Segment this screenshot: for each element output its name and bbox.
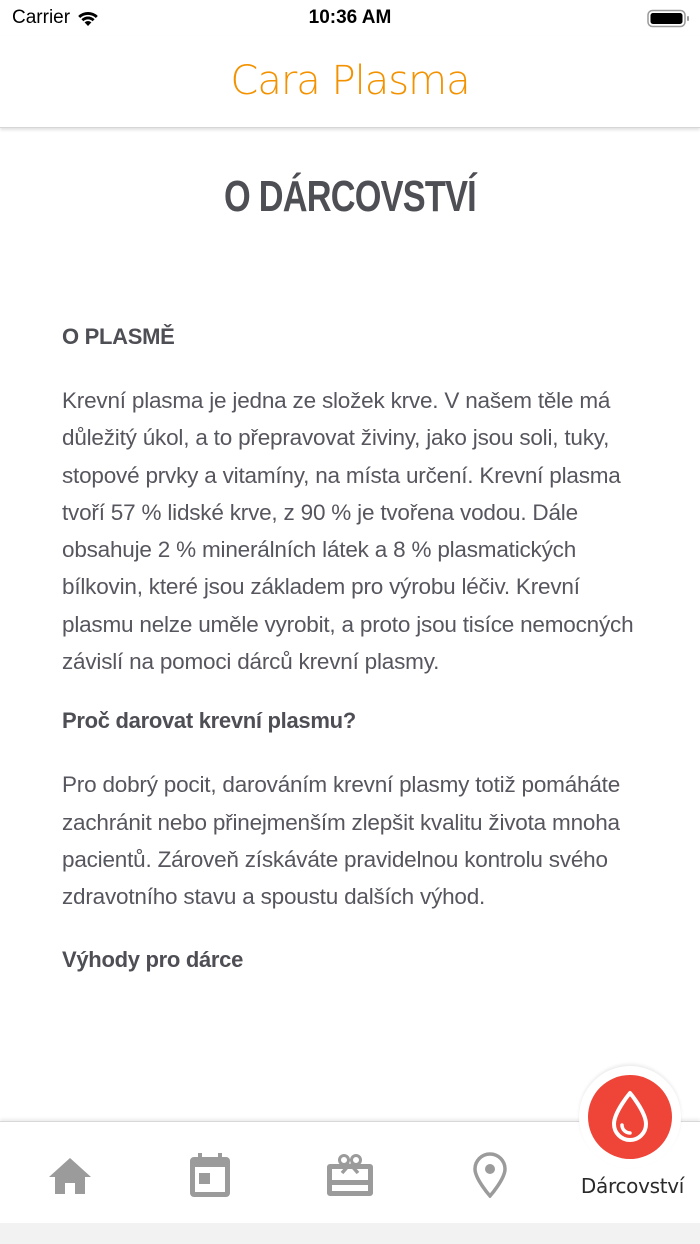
tab-donation-label: Dárcovství xyxy=(580,1174,685,1198)
app-logo-title: Cara Plasma xyxy=(230,57,470,104)
tab-donation[interactable] xyxy=(565,1066,700,1206)
calendar-icon xyxy=(189,1152,231,1198)
section-body-about-plasma: Krevní plasma je jedna ze složek krve. V našem těle má důležitý úkol, a to přepravovat živiny, jako jsou soli, tuky, stopové prvky a vitamíny, na místa určení. Krevní plasma tvoří 57 % lidské krve, z 90 % je tvořena vodou. Dále obsahuje 2 % minerálních látek a 8 % plasmatických bílkovin, které jsou základem pro výrobu léčiv. Krevní plasmu nelze uměle vyrobit, a proto jsou tisíce nemocných závislí na pomoci dárců krevní plasmy. xyxy=(62,388,634,675)
content-scroll-area[interactable] xyxy=(0,130,700,1120)
battery-full-icon xyxy=(647,9,691,28)
tab-location[interactable] xyxy=(465,1150,515,1200)
app-header xyxy=(0,36,700,128)
home-icon xyxy=(47,1155,93,1195)
article xyxy=(62,322,642,975)
section-heading-why-donate: Proč darovat krevní plasmu? xyxy=(62,708,356,734)
tab-gift-card[interactable] xyxy=(325,1150,375,1200)
section-body-why-donate: Pro dobrý pocit, darováním krevní plasmy totiž pomáháte zachránit nebo přinejmenším zlepšit kvalitu života mnoha pacientů. Zároveň získáváte pravidelnou kontrolu svého zdravotního stavu a spoustu dalších výhod. xyxy=(62,772,621,910)
page-title: O DÁRCOVSTVÍ xyxy=(224,172,476,221)
blood-drop-icon xyxy=(610,1090,650,1144)
location-pin-icon xyxy=(473,1152,507,1198)
section-heading-donor-benefits: Výhody pro dárce xyxy=(62,946,244,972)
tab-calendar[interactable] xyxy=(185,1150,235,1200)
active-tab-circle xyxy=(588,1075,672,1159)
status-bar xyxy=(0,0,700,36)
home-indicator-area xyxy=(0,1223,700,1244)
gift-card-icon xyxy=(326,1153,374,1197)
active-tab-bubble xyxy=(579,1066,681,1168)
tab-home[interactable] xyxy=(45,1150,95,1200)
carrier-label: Carrier xyxy=(12,7,71,28)
status-time: 10:36 AM xyxy=(308,7,392,28)
section-heading-about-plasma: O PLASMĚ xyxy=(62,324,175,349)
